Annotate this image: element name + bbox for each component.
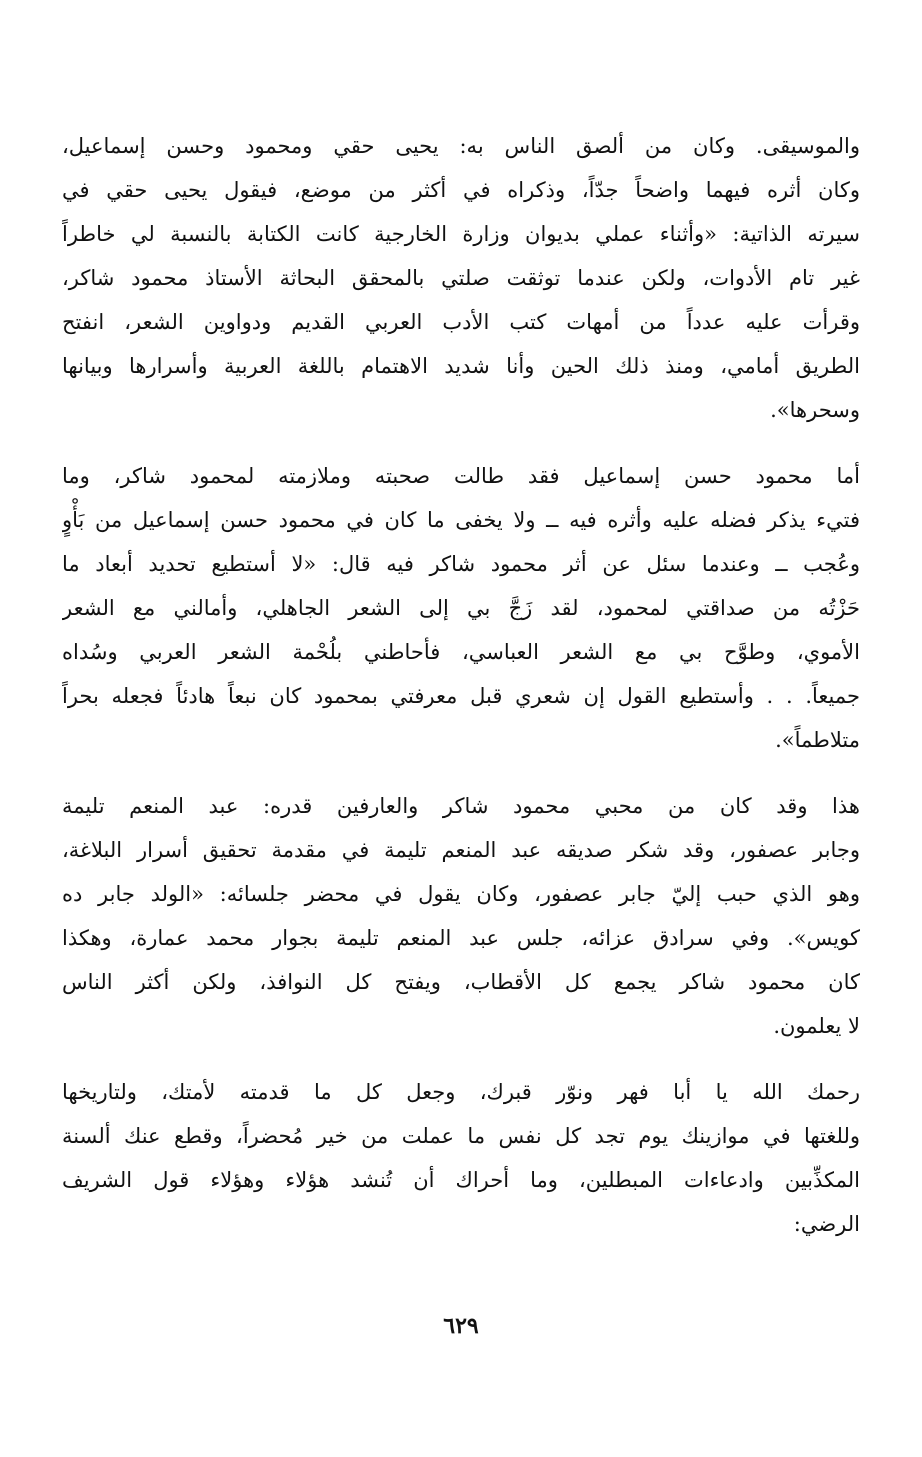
paragraph-4 [62,1070,860,1246]
text-line: وعُجب ــ وعندما سئل عن أثر محمود شاكر فيه قال: «لا أستطيع تحديد أبعاد ما [62,552,860,576]
text-line: حَزْتُه من صداقتي لمحمود، لقد زَجَّ بي إلى الشعر الجاهلي، وأمالني مع الشعر [62,596,860,620]
text-line: لا يعلمون. [773,1014,860,1038]
text-line: غير تام الأدوات، ولكن عندما توثقت صلتي بالمحقق البحاثة الأستاذ محمود شاكر، [62,266,860,290]
text-line: كويس». وفي سرادق عزائه، جلس عبد المنعم تليمة بجوار محمد عمارة، وهكذا [62,926,860,950]
text-line: رحمك الله يا أبا فهر ونوّر قبرك، وجعل كل ما قدمته لأمتك، ولتاريخها [62,1080,860,1104]
text-line: وجابر عصفور، وقد شكر صديقه عبد المنعم تليمة في مقدمة تحقيق أسرار البلاغة، [62,838,860,862]
page-number: ٦٢٩ [443,1313,479,1339]
paragraph-3 [62,784,860,1048]
text-line: كان محمود شاكر يجمع كل الأقطاب، ويفتح كل النوافذ، ولكن أكثر الناس [62,970,860,994]
text-line: سيرته الذاتية: «وأثناء عملي بديوان وزارة الخارجية كانت الكتابة بالنسبة لي خاطراً [62,222,860,246]
text-line: هذا وقد كان من محبي محمود شاكر والعارفين قدره: عبد المنعم تليمة [62,794,860,818]
text-line: الطريق أمامي، ومنذ ذلك الحين وأنا شديد الاهتمام باللغة العربية وأسرارها وبيانها [62,354,860,378]
text-line: وكان أثره فيهما واضحاً جدّاً، وذكراه في أكثر من موضع، فيقول يحيى حقي في [62,178,860,202]
text-line: أما محمود حسن إسماعيل فقد طالت صحبته وملازمته لمحمود شاكر، وما [62,464,860,488]
text-line: وهو الذي حبب إليّ جابر عصفور، وكان يقول في محضر جلسائه: «الولد جابر ده [62,882,860,906]
text-line: فتيء يذكر فضله عليه وأثره فيه ــ ولا يخفى ما كان في محمود حسن إسماعيل من بَأْوٍ [62,508,860,532]
text-line: متلاطماً». [775,728,860,752]
paragraph-1 [62,124,860,432]
text-line: الرضي: [793,1212,860,1236]
page-body [62,124,860,1268]
text-line: والموسيقى. وكان من ألصق الناس به: يحيى حقي ومحمود وحسن إسماعيل، [62,134,860,158]
text-line: المكذِّبين وادعاءات المبطلين، وما أحراك أن تُنشد هؤلاء وهؤلاء قول الشريف [62,1168,860,1192]
text-line: وسحرها». [770,398,860,422]
text-line: الأموي، وطوَّح بي مع الشعر العباسي، فأحاطني بلُحْمة الشعر العربي وسُداه [62,640,860,664]
paragraph-2 [62,454,860,762]
text-line: وقرأت عليه عدداً من أمهات كتب الأدب العربي القديم ودواوين الشعر، انفتح [62,310,860,334]
text-line: وللغتها في موازينك يوم تجد كل نفس ما عملت من خير مُحضراً، وقطع عنك ألسنة [62,1124,860,1148]
text-line: جميعاً. . . وأستطيع القول إن شعري قبل معرفتي بمحمود كان نبعاً هادئاً فجعله بحراً [62,684,860,708]
